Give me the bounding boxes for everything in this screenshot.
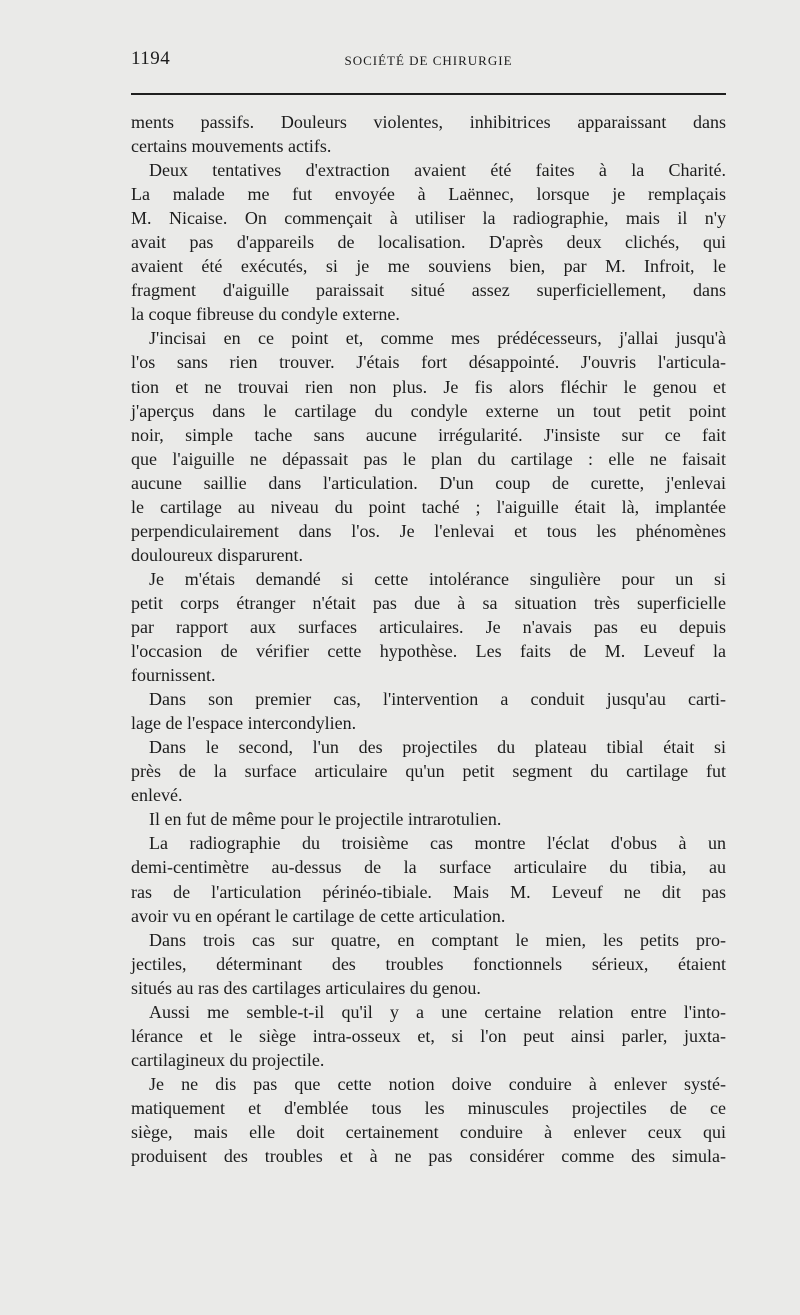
text-line: lérance et le siège intra-osseux et, si l'on peut ainsi parler, juxta-	[131, 1025, 726, 1046]
text-line: produisent des troubles et à ne pas considérer comme des simula-	[131, 1146, 726, 1167]
text-line: fournissent.	[131, 665, 216, 686]
text-line: Aussi me semble-t-il qu'il y a une certaine relation entre l'into-	[149, 1001, 726, 1022]
text-line: petit corps étranger n'était pas due à sa situation très superficielle	[131, 592, 726, 613]
text-line: par rapport aux surfaces articulaires. Je n'avais pas eu depuis	[131, 616, 726, 637]
text-line: tion et ne trouvai rien non plus. Je fis alors fléchir le genou et	[131, 376, 726, 397]
text-line: situés au ras des cartilages articulaires du genou.	[131, 977, 481, 998]
text-line: ras de l'articulation périnéo-tibiale. Mais M. Leveuf ne dit pas	[131, 881, 726, 902]
text-line: Dans trois cas sur quatre, en comptant le mien, les petits pro-	[149, 929, 726, 950]
text-line: le cartilage au niveau du point taché ; l'aiguille était là, implantée	[131, 496, 726, 517]
text-line: jectiles, déterminant des troubles fonctionnels sérieux, étaient	[131, 953, 726, 974]
text-line: j'aperçus dans le cartilage du condyle externe un tout petit point	[131, 400, 726, 421]
text-line: enlevé.	[131, 785, 183, 806]
text-line: avaient été exécutés, si je me souviens bien, par M. Infroit, le	[131, 256, 726, 277]
text-line: l'os sans rien trouver. J'étais fort désappointé. J'ouvris l'articula-	[131, 352, 726, 373]
text-line: matiquement et d'emblée tous les minuscules projectiles de ce	[131, 1097, 726, 1118]
text-line: perpendiculairement dans l'os. Je l'enlevai et tous les phénomènes	[131, 520, 726, 541]
text-line: douloureux disparurent.	[131, 544, 303, 565]
text-line: noir, simple tache sans aucune irrégularité. J'insiste sur ce fait	[131, 424, 726, 445]
text-line: l'occasion de vérifier cette hypothèse. Les faits de M. Leveuf la	[131, 641, 726, 662]
text-line: Deux tentatives d'extraction avaient été faites à la Charité.	[149, 160, 726, 181]
text-line: Je ne dis pas que cette notion doive conduire à enlever systé-	[149, 1073, 726, 1094]
text-line: La malade me fut envoyée à Laënnec, lorsque je remplaçais	[131, 184, 726, 205]
text-line: demi-centimètre au-dessus de la surface articulaire du tibia, au	[131, 857, 726, 878]
text-line: ments passifs. Douleurs violentes, inhibitrices apparaissant dans	[131, 112, 726, 132]
text-line: cartilagineux du projectile.	[131, 1049, 325, 1070]
text-line: siège, mais elle doit certainement conduire à enlever ceux qui	[131, 1121, 726, 1142]
body-text	[131, 110, 726, 1168]
text-line: avoir vu en opérant le cartilage de cette articulation.	[131, 905, 506, 926]
text-line: certains mouvements actifs.	[131, 136, 332, 157]
text-line: fragment d'aiguille paraissait situé assez superficiellement, dans	[131, 280, 726, 301]
text-line: M. Nicaise. On commençait à utiliser la radiographie, mais il n'y	[131, 208, 726, 229]
text-line: que l'aiguille ne dépassait pas le plan du cartilage : elle ne faisait	[131, 448, 726, 469]
page-header	[131, 48, 726, 76]
text-line: lage de l'espace intercondylien.	[131, 713, 357, 734]
text-line: Dans le second, l'un des projectiles du plateau tibial était si	[149, 737, 726, 758]
header-rule	[131, 93, 726, 95]
text-line: Je m'étais demandé si cette intolérance singulière pour un si	[149, 568, 726, 589]
text-line: J'incisai en ce point et, comme mes prédécesseurs, j'allai jusqu'à	[149, 328, 726, 349]
text-line: Il en fut de même pour le projectile intrarotulien.	[149, 809, 502, 830]
text-line: La radiographie du troisième cas montre l'éclat d'obus à un	[149, 833, 726, 854]
page-number: 1194	[131, 48, 171, 69]
text-line: près de la surface articulaire qu'un petit segment du cartilage fut	[131, 761, 726, 782]
text-line: avait pas d'appareils de localisation. D'après deux clichés, qui	[131, 232, 726, 253]
text-line: Dans son premier cas, l'intervention a conduit jusqu'au carti-	[149, 689, 726, 710]
text-line: aucune saillie dans l'articulation. D'un coup de curette, j'enlevai	[131, 472, 726, 493]
text-line: la coque fibreuse du condyle externe.	[131, 304, 400, 325]
running-head: SOCIÉTÉ DE CHIRURGIE	[344, 53, 513, 68]
